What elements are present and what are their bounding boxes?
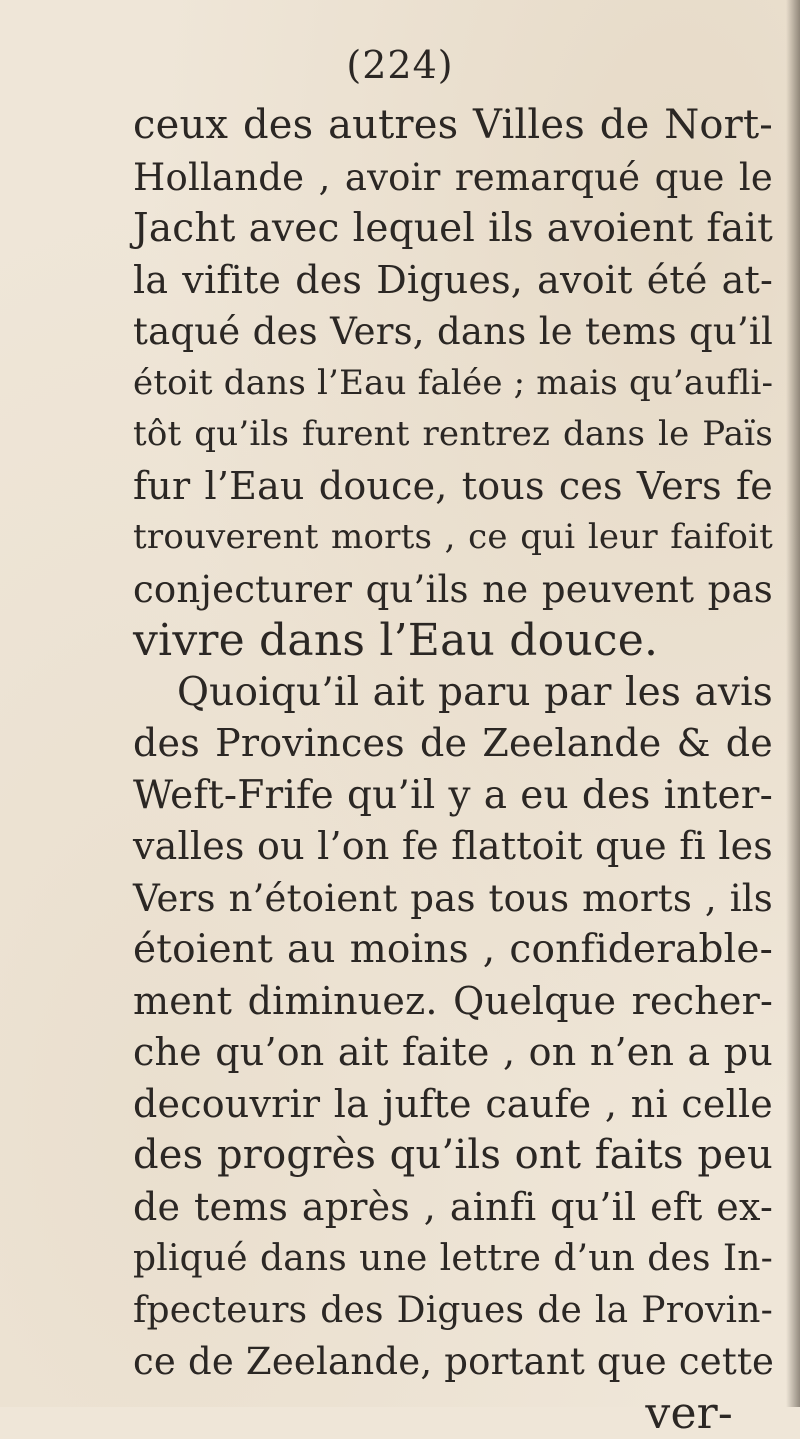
- text-line: fur l’Eau douce, tous ces Vers fe: [133, 461, 773, 513]
- text-line: tôt qu’ils furent rentrez dans le Païs: [133, 409, 773, 461]
- text-line: des progrès qu’ils ont faits peu: [133, 1130, 773, 1182]
- text-line: étoit dans l’Eau falée ; mais qu’aufli-: [133, 358, 773, 410]
- text-line: conjecturer qu’ils ne peuvent pas: [133, 564, 773, 616]
- text-line-paragraph-start: Quoiqu’il ait paru par les avis: [133, 667, 773, 719]
- text-line: des Provinces de Zeelande & de: [133, 718, 773, 770]
- text-line: che qu’on ait faite , on n’en a pu: [133, 1027, 773, 1079]
- text-line: Weft-Frife qu’il y a eu des inter-: [133, 770, 773, 822]
- text-line-paragraph-end: vivre dans l’Eau douce.: [133, 615, 773, 667]
- text-line: Hollande , avoir remarqué que le: [133, 152, 773, 204]
- page-number: (224): [0, 40, 800, 90]
- text-line: pliqué dans une lettre d’un des In-: [133, 1233, 773, 1285]
- text-line: trouverent morts , ce qui leur faifoit: [133, 512, 773, 564]
- text-line: ment diminuez. Quelque recher-: [133, 976, 773, 1028]
- text-line: la vifite des Digues, avoit été at-: [133, 255, 773, 307]
- page-edge-shadow: [786, 0, 800, 1407]
- body-text: [133, 100, 773, 1439]
- catchword: ver-: [133, 1388, 773, 1439]
- text-line: ceux des autres Villes de Nort-: [133, 100, 773, 152]
- text-line: ce de Zeelande, portant que cette: [133, 1336, 773, 1388]
- text-line: fpecteurs des Digues de la Provin-: [133, 1285, 773, 1337]
- text-line: Jacht avec lequel ils avoient fait: [133, 203, 773, 255]
- text-line: taqué des Vers, dans le tems qu’il: [133, 306, 773, 358]
- text-line: valles ou l’on fe flattoit que fi les: [133, 821, 773, 873]
- text-line: de tems après , ainfi qu’il eft ex-: [133, 1182, 773, 1234]
- text-line: Vers n’étoient pas tous morts , ils: [133, 873, 773, 925]
- text-line: decouvrir la jufte caufe , ni celle: [133, 1079, 773, 1131]
- text-line: étoient au moins , confiderable-: [133, 924, 773, 976]
